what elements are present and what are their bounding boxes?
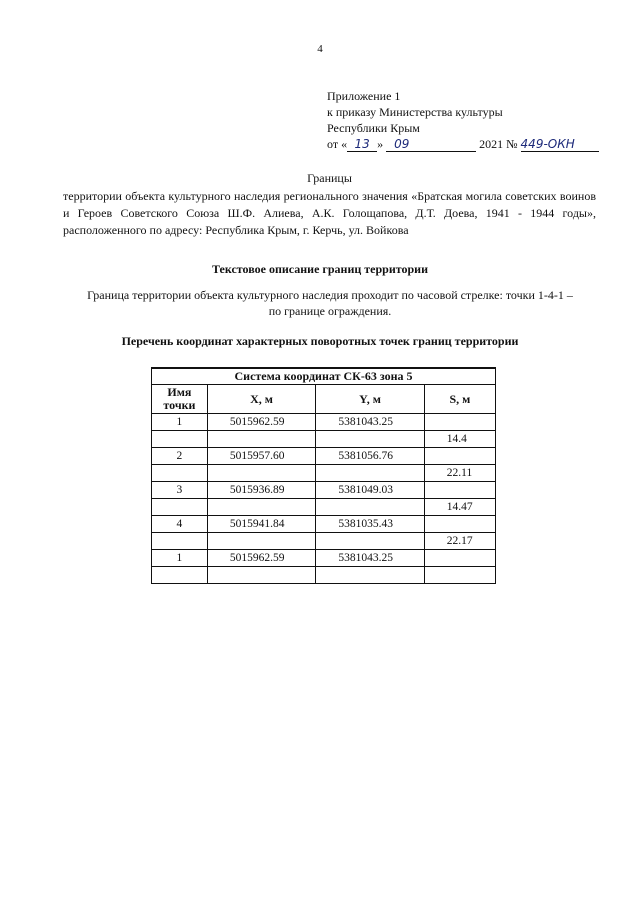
point-name: 1 (152, 550, 208, 567)
table-row (152, 567, 496, 584)
header-y: Y, м (316, 385, 424, 414)
appendix-line-1: Приложение 1 (327, 89, 401, 103)
table-row (152, 414, 496, 431)
point-name (152, 431, 208, 448)
point-name: 1 (152, 414, 208, 431)
page-number: 4 (317, 43, 323, 55)
point-name: 3 (152, 482, 208, 499)
x-value: 5015962.59 (207, 414, 315, 431)
boundary-line-1: Граница территории объекта культурного наследия проходит по часовой стрелке: точки 1-4-1 – (87, 288, 573, 302)
s-value (424, 516, 495, 533)
boundary-line-2: по границе ограждения. (268, 304, 392, 318)
point-name (152, 567, 208, 584)
coords-heading: Перечень координат характерных поворотных точек границ территории (121, 334, 519, 348)
y-value: 5381043.25 (316, 550, 424, 567)
y-value (316, 499, 424, 516)
text-description-heading: Текстовое описание границ территории (211, 262, 429, 276)
title-description: территории объекта культурного наследия регионального значения «Братская могила советских воинов и Героев Советского Союза Ш.Ф. Алиева, А.К. Голощапова, Д.Т. Доева, 1941 - 1944 годы», расположенного по адресу: Республика Крым, г. Керчь, ул. Войкова (63, 189, 596, 237)
coordinates-table (151, 367, 496, 584)
s-value (424, 414, 495, 431)
x-value (207, 533, 315, 550)
header-x: X, м (207, 385, 315, 414)
s-value: 14.47 (424, 499, 495, 516)
x-value: 5015941.84 (207, 516, 315, 533)
point-name: 4 (152, 516, 208, 533)
document-title (63, 170, 596, 239)
y-value: 5381043.25 (316, 414, 424, 431)
point-name: 2 (152, 448, 208, 465)
y-value: 5381035.43 (316, 516, 424, 533)
point-name (152, 465, 208, 482)
order-number: 449-ОКН (521, 137, 599, 152)
header-point-name: Имя точки (152, 385, 208, 414)
x-value: 5015936.89 (207, 482, 315, 499)
s-value (424, 482, 495, 499)
s-value (424, 567, 495, 584)
s-value: 22.17 (424, 533, 495, 550)
title-heading: Границы (307, 171, 352, 185)
date-prefix: от « (327, 137, 348, 151)
header-s: S, м (424, 385, 495, 414)
appendix-line-2: к приказу Министерства культуры (327, 105, 503, 119)
y-value (316, 465, 424, 482)
boundary-description (60, 287, 600, 319)
table-row (152, 448, 496, 465)
table-row (152, 465, 496, 482)
table-row (152, 533, 496, 550)
date-day: 13 (347, 137, 377, 152)
y-value (316, 533, 424, 550)
s-value: 14.4 (424, 431, 495, 448)
table-row (152, 499, 496, 516)
y-value (316, 567, 424, 584)
x-value: 5015962.59 (207, 550, 315, 567)
y-value (316, 431, 424, 448)
table-header-row (152, 385, 496, 414)
point-name (152, 533, 208, 550)
x-value (207, 567, 315, 584)
appendix-line-3: Республики Крым (327, 121, 420, 135)
table-row (152, 431, 496, 448)
x-value (207, 431, 315, 448)
table-row (152, 550, 496, 567)
table-row (152, 482, 496, 499)
point-name (152, 499, 208, 516)
date-month: 09 (386, 137, 476, 152)
table-row (152, 516, 496, 533)
x-value (207, 465, 315, 482)
y-value: 5381049.03 (316, 482, 424, 499)
coordinate-system: Система координат СК-63 зона 5 (152, 368, 496, 385)
s-value (424, 448, 495, 465)
s-value: 22.11 (424, 465, 495, 482)
appendix-block (327, 88, 627, 152)
appendix-date-line (327, 136, 627, 152)
date-quote-close: » (377, 137, 384, 151)
s-value (424, 550, 495, 567)
x-value: 5015957.60 (207, 448, 315, 465)
y-value: 5381056.76 (316, 448, 424, 465)
x-value (207, 499, 315, 516)
date-year-no: 2021 № (479, 137, 518, 151)
